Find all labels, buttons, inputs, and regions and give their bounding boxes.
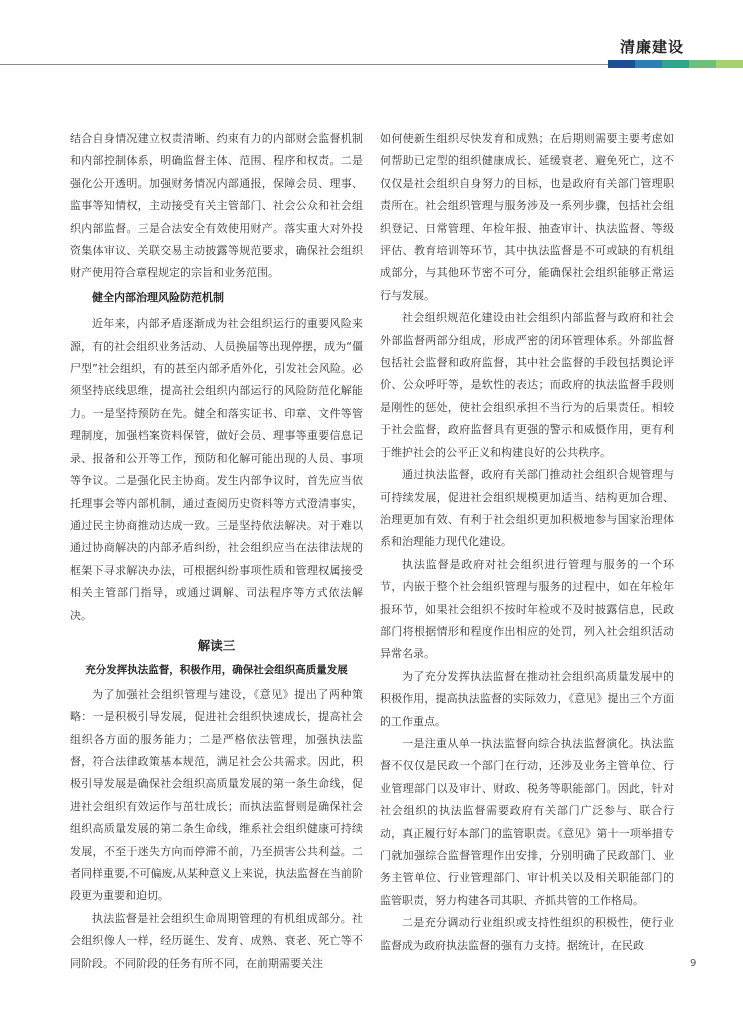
header-color-bars: [608, 60, 743, 68]
body-paragraph: 为了充分发挥执法监督在推动社会组织高质量发展中的积极作用，提高执法监督的实际效力，《意见》提出三个方面的工作重点。: [380, 669, 674, 728]
header-color-bar: [716, 60, 743, 68]
header-color-bar: [608, 60, 635, 68]
header-color-bar: [635, 60, 662, 68]
body-paragraph: 一是注重从单一执法监督向综合执法监督演化。执法监督不仅仅是民政一个部门在行动，还涉及业务主管单位、行业管理部门以及审计、财政、税务等职能部门。因此，针对社会组织的执法监督需要政府有关部门广泛参与、联合行动，真正履行好本部门的监管职责。《意见》第十一项举措专门就加强综合监督管理作出安排，分别明确了民政部门、业务主管单位、行业管理部门、审计机关以及相关职能部门的监管职责，努力构建各司其职、齐抓共管的工作格局。: [380, 736, 674, 907]
section-subtitle: 充分发挥执法监督，积极作用，确保社会组织高质量发展: [85, 664, 348, 677]
body-paragraph: 通过执法监督，政府有关部门推动社会组织合规管理与可持续发展，促进社会组织规模更加适当、结构更加合理、治理更加有效、有利于社会组织更加积极地参与国家治理体系和治理能力现代化建设。: [380, 468, 674, 549]
left-column: [70, 128, 363, 975]
page-header: [0, 0, 743, 80]
body-paragraph: 为了加强社会组织管理与建设，《意见》提出了两种策略：一是积极引导发展，促进社会组织快速成长，提高社会组织各方面的服务能力；二是严格依法管理，加强执法监督，符合法律政策基本规范，满足社会公共需求。因此，积极引导发展是确保社会组织高质量发展的第一条生命线，促进社会组织有效运作与茁壮成长；而执法监督则是确保社会组织高质量发展的第二条生命线，维系社会组织健康可持续发展，不至于迷失方向而停滞不前，乃至损害公共利益。二者同样重要,不可偏废,从某种意义上来说，执法监督在当前阶段更为重要和迫切。: [70, 687, 363, 903]
body-paragraph: 结合自身情况建立权责清晰、约束有力的内部财会监督机制和内部控制体系，明确监督主体、范围、程序和权责。二是强化公开透明。加强财务情况内部通报，保障会员、理事、监事等知情权，主动接受有关主管部门、社会公众和社会组织内部监督。三是合法安全有效使用财产。落实重大对外投资集体审议、关联交易主动披露等规范要求，确保社会组织财产使用符合章程规定的宗旨和业务范围。: [70, 132, 363, 280]
page-number: 9: [690, 958, 697, 969]
section-heading: 解读三: [197, 637, 236, 653]
body-paragraph: 二是充分调动行业组织或支持性组织的积极性，使行业监督成为政府执法监督的强有力支持。据统计，在民政: [380, 916, 674, 952]
right-column: [380, 128, 674, 957]
header-title: 清廉建设: [620, 38, 685, 56]
header-color-bar: [662, 60, 689, 68]
body-paragraph: 执法监督是社会组织生命周期管理的有机组成部分。社会组织像人一样，经历诞生、发育、成熟、衰老、死亡等不同阶段。不同阶段的任务有所不同，在前期需要关注: [70, 911, 363, 970]
body-paragraph: 近年来，内部矛盾逐渐成为社会组织运行的重要风险来源，有的社会组织业务活动、人员换届等出现停摆，成为“僵尸型”社会组织，有的甚至内部矛盾外化，引发社会风险。必须坚持底线思维，提高社会组织内部运行的风险防范化解能力。一是坚持预防在先。健全和落实证书、印章、文件等管理制度，加强档案资料保管，做好会员、理事等重要信息记录、报备和公开等工作，预防和化解可能出现的人员、事项等争议。二是强化民主协商。发生内部争议时，首先应当依托理事会等内部机制，通过查阅历史资料等方式澄清事实，通过民主协商推动达成一致。三是坚持依法解决。对于难以通过协商解决的内部矛盾纠纷，社会组织应当在法律法规的框架下寻求解决办法，可根据纠纷事项性质和管理权属接受相关主管部门指导，或通过调解、司法程序等方式依法解决。: [70, 317, 363, 622]
body-paragraph: 社会组织规范化建设由社会组织内部监督与政府和社会外部监督两部分组成，形成严密的闭环管理体系。外部监督包括社会监督和政府监督，其中社会监督的手段包括舆论评价、公众呼吁等，是软性的表达；而政府的执法监督手段则是刚性的惩处，使社会组织承担不当行为的后果责任。相较于社会监督，政府监督具有更强的警示和威慑作用，更有利于维护社会的公平正义和构建良好的公共秩序。: [380, 311, 674, 459]
sub-heading: 健全内部治理风险防范机制: [92, 290, 224, 304]
header-rule: [0, 64, 608, 65]
body-paragraph: 如何使新生组织尽快发育和成熟；在后期则需要主要考虑如何帮助已定型的组织健康成长、延缓衰老、避免死亡，这不仅仅是社会组织自身努力的目标，也是政府有关部门管理职责所在。社会组织管理与服务涉及一系列步骤，包括社会组织登记、日常管理、年检年报、抽查审计、执法监督、等级评估、教育培训等环节，其中执法监督是不可或缺的有机组成部分，与其他环节密不可分，能确保社会组织能够正常运行与发展。: [380, 132, 674, 302]
body-paragraph: 执法监督是政府对社会组织进行管理与服务的一个环节，内嵌于整个社会组织管理与服务的过程中，如在年检年报环节，如果社会组织不按时年检或不及时披露信息，民政部门将根据情形和程度作出相应的处罚，列入社会组织活动异常名录。: [380, 557, 674, 661]
header-color-bar: [689, 60, 716, 68]
